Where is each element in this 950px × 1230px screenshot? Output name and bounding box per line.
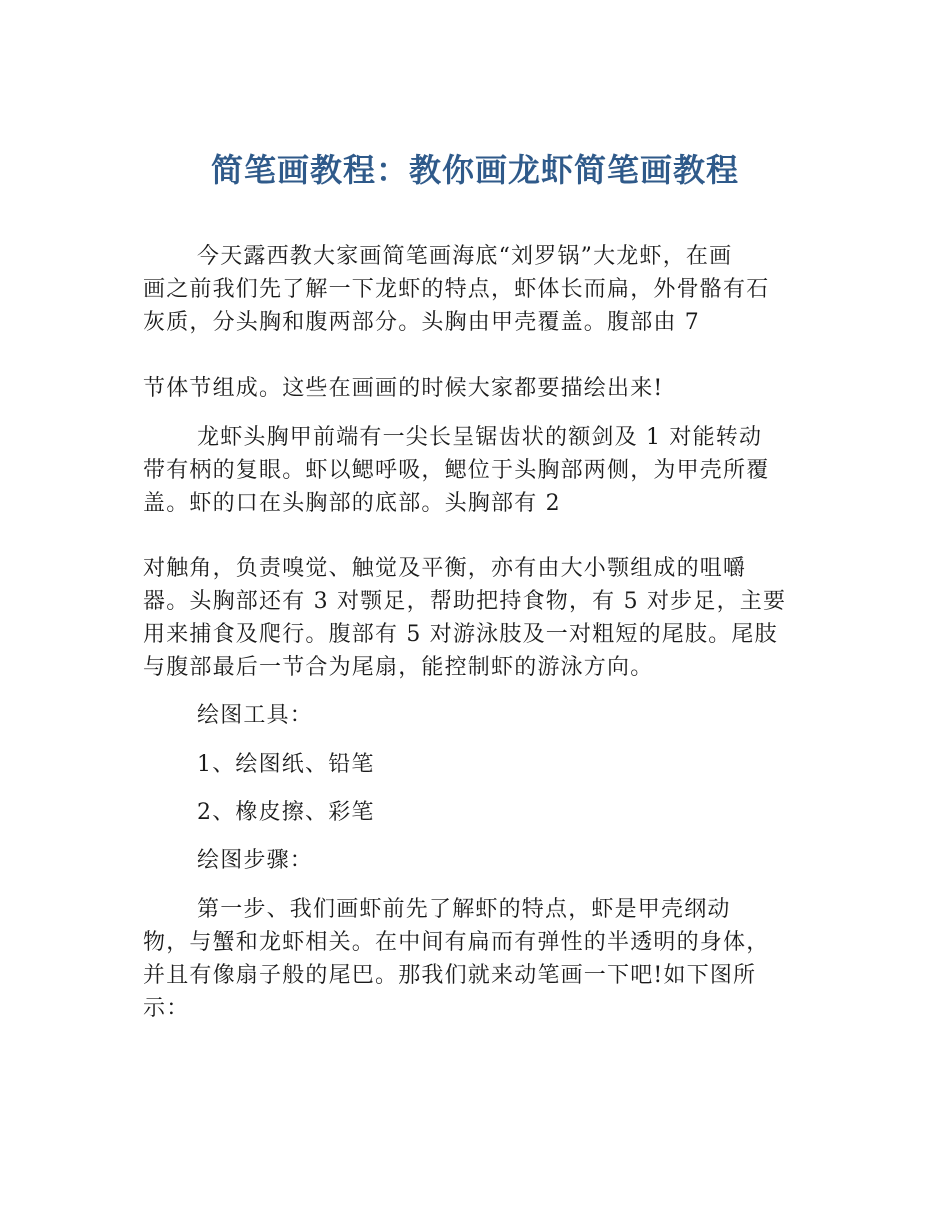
text-line: 1、绘图纸、铅笔 — [197, 752, 375, 777]
text-line: 绘图步骤： — [197, 848, 314, 873]
text-line: 绘图工具： — [197, 703, 314, 728]
step-1-paragraph — [143, 893, 813, 1025]
text-line: 与腹部最后一节合为尾扇，能控制虾的游泳方向。 — [143, 655, 654, 680]
tools-heading — [143, 699, 813, 732]
tool-item-2 — [143, 796, 813, 829]
text-line: 用来捕食及爬行。腹部有 5 对游泳肢及一对粗短的尾肢。尾肢 — [143, 622, 778, 647]
text-line: 物，与蟹和龙虾相关。在中间有扁而有弹性的半透明的身体， — [143, 930, 770, 955]
paragraph-head-continued — [143, 552, 813, 684]
text-line: 对触角，负责嗅觉、触觉及平衡，亦有由大小颚组成的咀嚼 — [143, 556, 747, 581]
paragraph-head — [143, 421, 813, 520]
text-line: 龙虾头胸甲前端有一尖长呈锯齿状的额剑及 1 对能转动 — [197, 425, 763, 450]
text-line: 示： — [143, 996, 190, 1021]
text-line: 并且有像扇子般的尾巴。那我们就来动笔画一下吧!如下图所 — [143, 963, 757, 988]
text-line: 第一步、我们画虾前先了解虾的特点，虾是甲壳纲动 — [197, 897, 731, 922]
paragraph-intro — [143, 240, 813, 339]
text-line: 今天露西教大家画简笔画海底“刘罗锅”大龙虾，在画 — [197, 244, 733, 269]
text-line: 器。头胸部还有 3 对颚足，帮助把持食物，有 5 对步足，主要 — [143, 589, 787, 614]
text-line: 节体节组成。这些在画画的时候大家都要描绘出来! — [143, 376, 664, 401]
text-line: 2、橡皮擦、彩笔 — [197, 800, 375, 825]
paragraph-intro-continued — [143, 372, 813, 405]
text-line: 灰质，分头胸和腹两部分。头胸由甲壳覆盖。腹部由 7 — [143, 310, 700, 335]
text-line: 带有柄的复眼。虾以鳃呼吸，鳃位于头胸部两侧，为甲壳所覆 — [143, 458, 770, 483]
text-line: 盖。虾的口在头胸部的底部。头胸部有 2 — [143, 491, 561, 516]
tool-item-1 — [143, 748, 813, 781]
steps-heading — [143, 844, 813, 877]
text-line: 画之前我们先了解一下龙虾的特点，虾体长而扁，外骨骼有石 — [143, 277, 770, 302]
page-title: 简笔画教程：教你画龙虾简笔画教程 — [210, 151, 739, 189]
